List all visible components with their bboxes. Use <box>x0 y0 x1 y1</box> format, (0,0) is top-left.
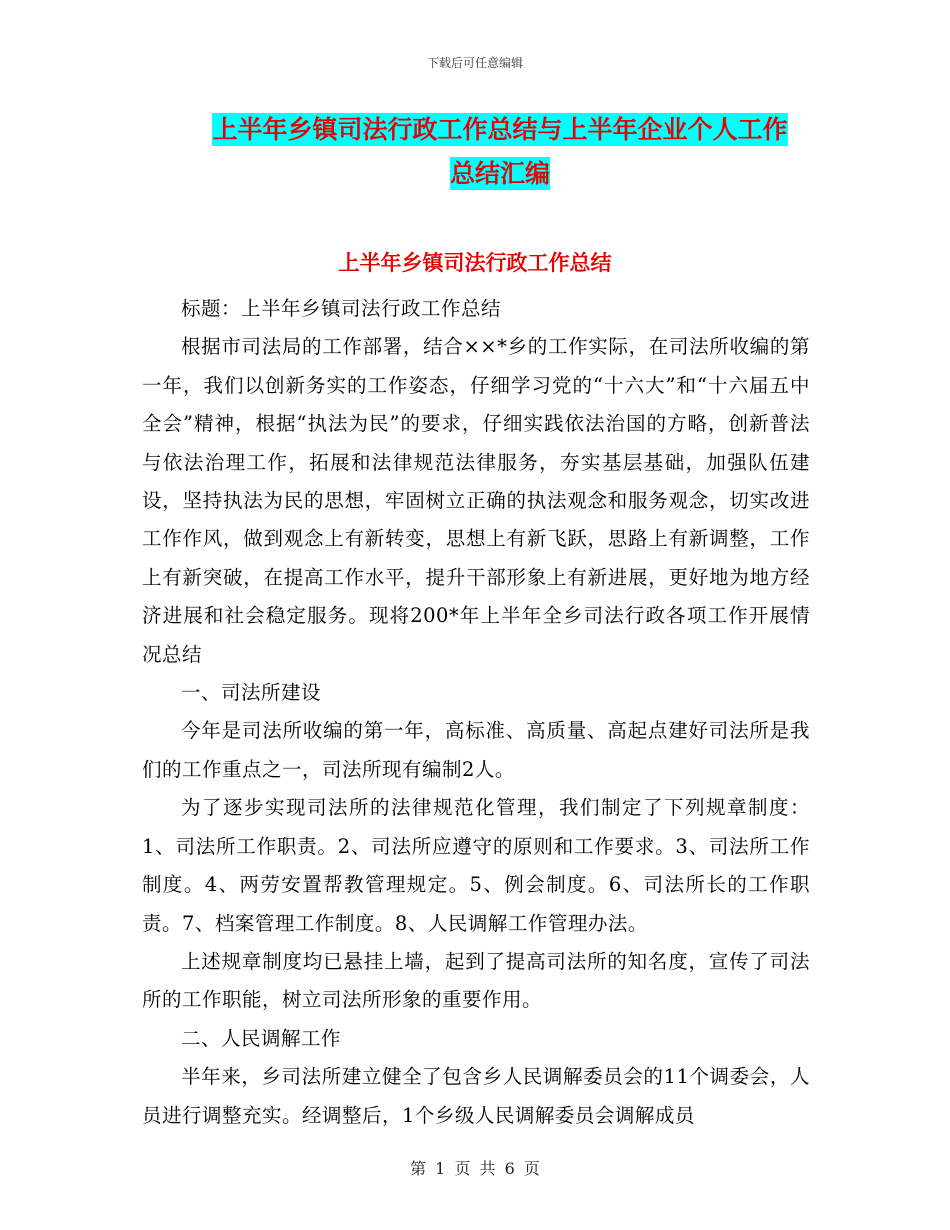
paragraph: 上述规章制度均已悬挂上墙，起到了提高司法所的知名度，宣传了司法所的工作职能，树立司法所形象的重要作用。 <box>142 949 810 1012</box>
heading-section-1: 一、司法所建设 <box>181 681 322 705</box>
paragraph: 今年是司法所收编的第一年，高标准、高质量、高起点建好司法所是我们的工作重点之一，司法所现有编制2人。 <box>142 719 810 781</box>
paragraph: 为了逐步实现司法所的法律规范化管理，我们制定了下列规章制度：1、司法所工作职责。2、司法所应遵守的原则和工作要求。3、司法所工作制度。4、两劳安置帮教管理规定。5、例会制度。6、司法所长的工作职责。7、档案管理工作制度。8、人民调解工作管理办法。 <box>142 796 810 935</box>
document-body <box>142 290 810 1135</box>
document-title <box>140 108 860 196</box>
section-title: 上半年乡镇司法行政工作总结 <box>338 251 612 275</box>
paragraph: 半年来，乡司法所建立健全了包含乡人民调解委员会的11个调委会，人员进行调整充实。经调整后，1个乡级人民调解委员会调解成员 <box>142 1065 810 1127</box>
paragraph-intro: 根据市司法局的工作部署，结合××*乡的工作实际，在司法所收编的第一年，我们以创新务实的工作姿态，仔细学习党的“十六大”和“十六届五中全会”精神，根据“执法为民”的要求，仔细实践依法治国的方略，创新普法与依法治理工作，拓展和法律规范法律服务，夯实基层基础，加强队伍建设，坚持执法为民的思想，牢固树立正确的执法观念和服务观念，切实改进工作作风，做到观念上有新转变，思想上有新飞跃，思路上有新调整，工作上有新突破，在提高工作水平，提升干部形象上有新进展，更好地为地方经济进展和社会稳定服务。现将200*年上半年全乡司法行政各项工作开展情况总结 <box>142 335 810 666</box>
document-title-line-2: 总结汇编 <box>449 159 550 188</box>
page-number-footer: 第 1 页 共 6 页 <box>410 1159 540 1178</box>
document-title-line-1: 上半年乡镇司法行政工作总结与上半年企业个人工作 <box>212 115 788 144</box>
page-header-note: 下载后可任意编辑 <box>426 56 523 70</box>
paragraph-subject: 标题：上半年乡镇司法行政工作总结 <box>181 297 502 320</box>
heading-section-2: 二、人民调解工作 <box>181 1026 342 1050</box>
